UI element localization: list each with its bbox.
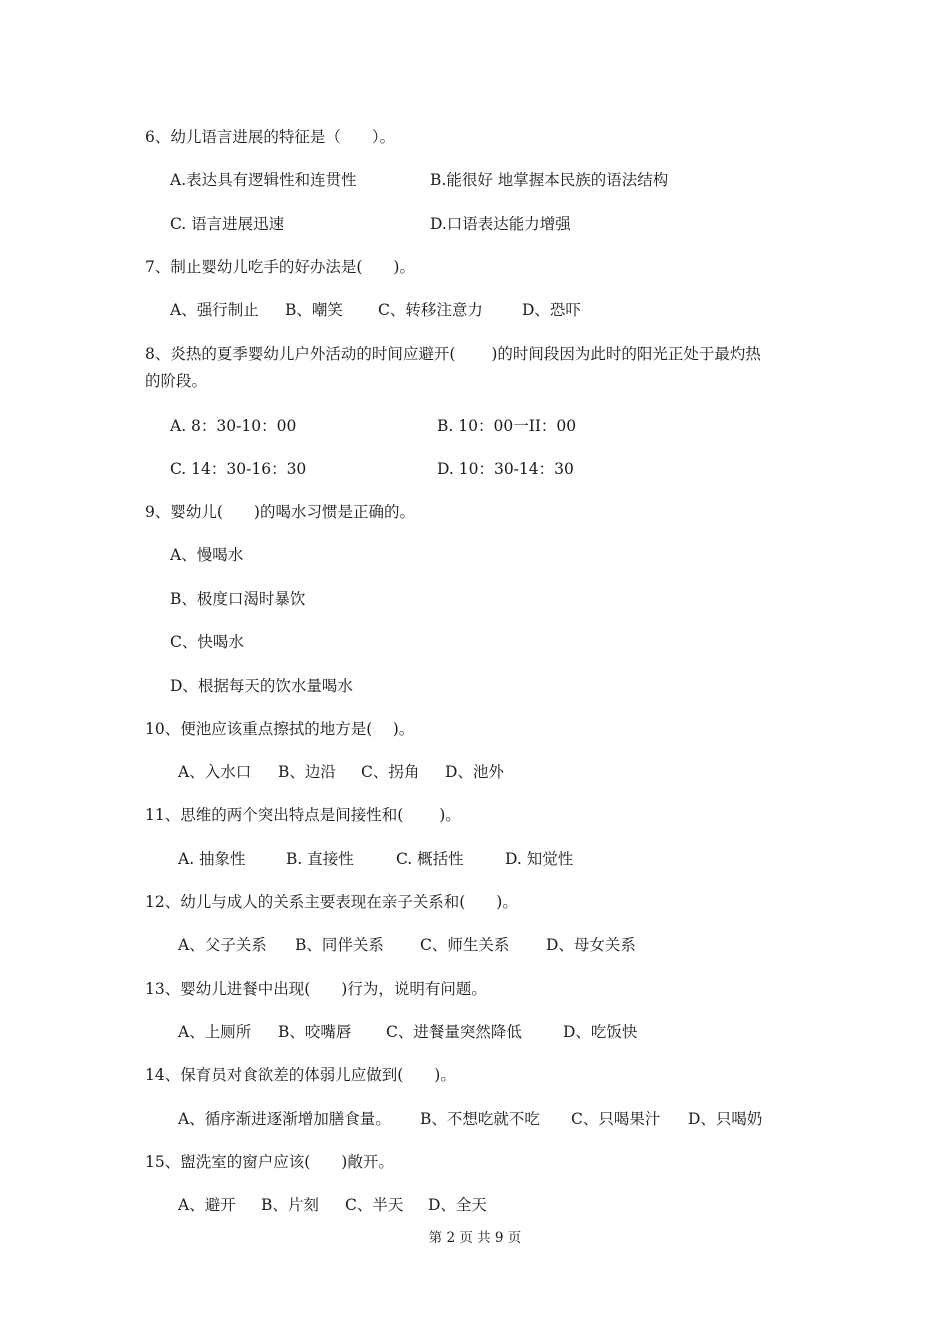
question-15: 15、盥洗室的窗户应该( )敞开。 [145, 1153, 394, 1171]
option-9b: B、极度口渴时暴饮 [170, 590, 306, 608]
option-8d: D. 10：30-14：30 [437, 460, 574, 478]
option-15d: D、全天 [428, 1196, 487, 1214]
option-10b: B、边沿 [278, 763, 336, 781]
option-6c: C. 语言进展迅速 [170, 215, 285, 233]
option-12b: B、同伴关系 [295, 936, 384, 954]
question-11: 11、思维的两个突出特点是间接性和( )。 [145, 806, 461, 824]
option-14d: D、只喝奶 [688, 1110, 763, 1128]
option-8c: C. 14：30-16：30 [170, 460, 307, 478]
option-8b: B. 10：00一II：00 [437, 417, 577, 435]
option-10c: C、拐角 [361, 763, 420, 781]
option-11c: C. 概括性 [396, 850, 464, 868]
question-8: 8、炎热的夏季婴幼儿户外活动的时间应避开( )的时间段因为此时的阳光正处于最灼热 [145, 345, 761, 363]
option-7c: C、转移注意力 [378, 301, 483, 319]
question-12: 12、幼儿与成人的关系主要表现在亲子关系和( )。 [145, 893, 518, 911]
option-11a: A. 抽象性 [178, 850, 246, 868]
option-14c: C、只喝果汁 [571, 1110, 661, 1128]
option-11b: B. 直接性 [286, 850, 354, 868]
option-6d: D.口语表达能力增强 [430, 215, 571, 233]
option-13b: B、咬嘴唇 [278, 1023, 352, 1041]
question-13: 13、婴幼儿进餐中出现( )行为，说明有问题。 [145, 980, 487, 998]
option-7d: D、恐吓 [522, 301, 581, 319]
option-10a: A、入水口 [178, 763, 252, 781]
option-15b: B、片刻 [261, 1196, 319, 1214]
option-13d: D、吃饭快 [563, 1023, 638, 1041]
option-13c: C、进餐量突然降低 [386, 1023, 522, 1041]
question-8-continued: 的阶段。 [145, 372, 208, 390]
question-7: 7、制止婴幼儿吃手的好办法是( )。 [145, 258, 415, 276]
question-14: 14、保育员对食欲差的体弱儿应做到( )。 [145, 1066, 456, 1084]
option-12d: D、母女关系 [546, 936, 636, 954]
question-9: 9、婴幼儿( )的喝水习惯是正确的。 [145, 503, 415, 521]
option-9a: A、慢喝水 [170, 546, 244, 564]
option-6b: B.能很好 地掌握本民族的语法结构 [430, 171, 669, 189]
question-10: 10、便池应该重点擦拭的地方是( )。 [145, 720, 415, 738]
option-15a: A、避开 [178, 1196, 236, 1214]
option-7b: B、嘲笑 [285, 301, 343, 319]
option-13a: A、上厕所 [178, 1023, 252, 1041]
option-12a: A、父子关系 [178, 936, 267, 954]
option-15c: C、半天 [345, 1196, 404, 1214]
option-9d: D、根据每天的饮水量喝水 [170, 677, 353, 695]
option-11d: D. 知觉性 [505, 850, 574, 868]
option-6a: A.表达具有逻辑性和连贯性 [170, 171, 357, 189]
option-8a: A. 8：30-10：00 [170, 417, 297, 435]
page-number: 第 2 页 共 9 页 [428, 1230, 522, 1246]
option-9c: C、快喝水 [170, 633, 244, 651]
option-7a: A、强行制止 [170, 301, 259, 319]
option-12c: C、师生关系 [420, 936, 510, 954]
option-10d: D、池外 [445, 763, 504, 781]
question-6: 6、幼儿语言进展的特征是（ ）。 [145, 128, 396, 146]
option-14b: B、不想吃就不吃 [420, 1110, 540, 1128]
option-14a: A、循序渐进逐渐增加膳食量。 [178, 1110, 391, 1128]
